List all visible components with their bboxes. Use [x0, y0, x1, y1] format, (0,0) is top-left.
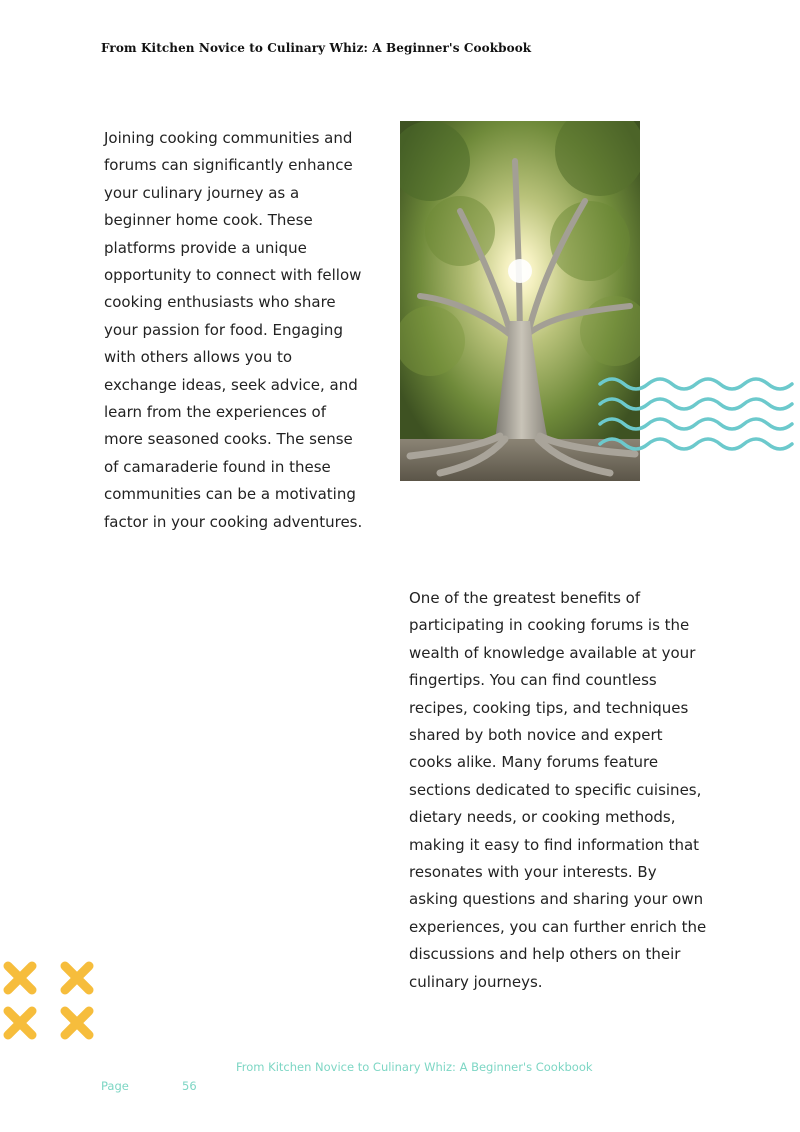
body-paragraph-1: Joining cooking communities and forums can significantly enhance your culinary journey as a beginner home cook. These platforms provide a unique opportunity to connect with fellow cooking enthusiasts who share your passion for food. Engaging with others allows you to exchange ideas, seek advice, and learn from the experiences of more seasoned cooks. The sense of camaraderie found in these communities can be a motivating factor in your cooking adventures.	[104, 129, 363, 531]
cross-icon	[65, 1011, 89, 1035]
footer-title: From Kitchen Novice to Culinary Whiz: A Beginner's Cookbook	[236, 1060, 593, 1074]
wave-lines-decoration	[598, 372, 800, 456]
wave-lines	[600, 379, 792, 449]
cross-icon	[8, 966, 32, 990]
cross-marks-decoration	[0, 958, 100, 1044]
cross-icon	[8, 1011, 32, 1035]
body-paragraph-2: One of the greatest benefits of participating in cooking forums is the wealth of knowledge available at your fingertips. You can find countless recipes, cooking tips, and techniques shared by both novice and expert cooks alike. Many forums feature sections dedicated to specific cuisines, dietary needs, or cooking methods, making it easy to find information that resonates with your interests. By asking questions and sharing your own experiences, you can further enrich the discussions and help others on their culinary journeys.	[409, 589, 707, 991]
cross-icon	[65, 966, 89, 990]
page-label: Page	[101, 1079, 129, 1093]
header-title: From Kitchen Novice to Culinary Whiz: A Beginner's Cookbook	[101, 41, 532, 55]
page-number: 56	[182, 1079, 197, 1093]
